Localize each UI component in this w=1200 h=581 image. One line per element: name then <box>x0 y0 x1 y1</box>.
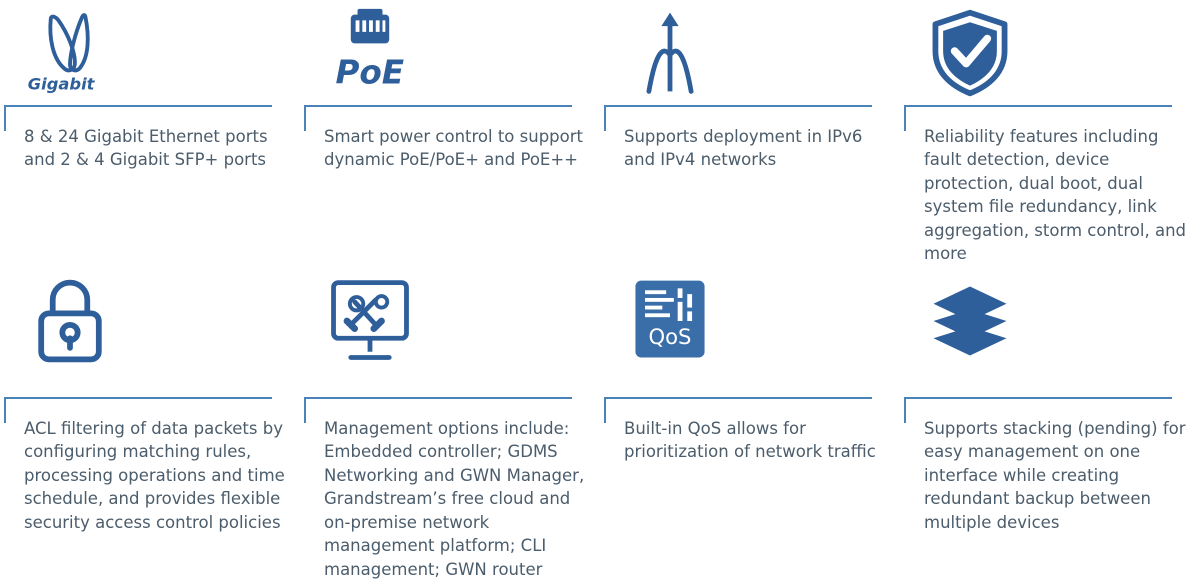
feature-cell-reliability <box>900 0 1200 265</box>
poe-icon-label: PoE <box>335 53 405 92</box>
ipv6-arrow-icon <box>622 5 718 101</box>
icon-area <box>0 0 300 105</box>
gigabit-icon <box>22 5 118 101</box>
qos-icon-label: QoS <box>648 324 692 350</box>
gigabit-icon-label: Gigabit <box>27 73 95 93</box>
poe-icon <box>322 5 418 101</box>
feature-cell-ipv6 <box>600 0 900 265</box>
icon-area <box>300 265 600 375</box>
feature-text: Reliability features including fault detection, device protection, dual boot, dual system file redundancy, link aggregation, storm control, and more <box>924 127 1187 264</box>
feature-text: Supports stacking (pending) for easy management on one interface while creating redundant backup between multiple devices <box>924 419 1186 532</box>
feature-text: Smart power control to support dynamic PoE/PoE+ and PoE++ <box>324 127 583 170</box>
stack-layers-icon <box>922 273 1018 369</box>
feature-text: ACL filtering of data packets by configuring matching rules, processing operations and time schedule, and provides flexible security access control policies <box>24 419 285 532</box>
padlock-icon <box>22 273 118 369</box>
feature-text: 8 & 24 Gigabit Ethernet ports and 2 & 4 Gigabit SFP+ ports <box>24 127 268 170</box>
icon-area <box>600 265 900 375</box>
feature-text: Built-in QoS allows for prioritization of network traffic <box>624 419 876 462</box>
qos-icon <box>622 273 718 369</box>
management-monitor-icon <box>322 273 418 369</box>
feature-cell-stacking <box>900 265 1200 567</box>
feature-cell-management <box>300 265 600 579</box>
feature-text: Management options include: Embedded controller; GDMS Networking and GWN Manager, Grandstream’s free cloud and on-premise network management platform; CLI management; GWN router <box>324 419 585 579</box>
icon-area <box>900 0 1200 105</box>
icon-area <box>600 0 900 105</box>
icon-area <box>300 0 600 105</box>
shield-check-icon <box>922 5 1018 101</box>
feature-cell-poe <box>300 0 600 265</box>
icon-area <box>900 265 1200 375</box>
feature-cell-gigabit <box>0 0 300 265</box>
feature-cell-acl <box>0 265 300 567</box>
feature-cell-qos <box>600 265 900 567</box>
feature-text: Supports deployment in IPv6 and IPv4 networks <box>624 127 863 170</box>
icon-area <box>0 265 300 375</box>
